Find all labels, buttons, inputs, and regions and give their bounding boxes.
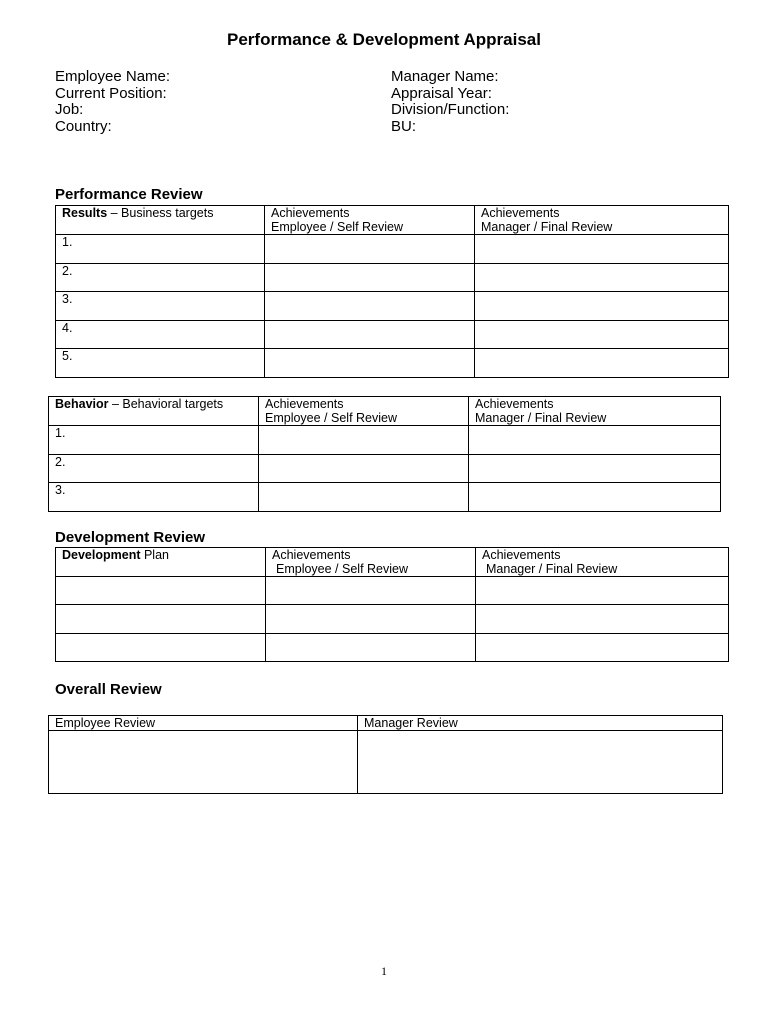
page-number: 1 <box>381 964 387 978</box>
employee-info-right <box>391 69 509 135</box>
performance-review-heading: Performance Review <box>55 186 203 203</box>
manager-review-cell[interactable] <box>358 731 723 794</box>
employee-review-cell[interactable] <box>265 235 475 264</box>
achievements-label: Achievements <box>272 548 351 562</box>
table-row <box>49 426 721 455</box>
behavior-label: Behavior <box>55 397 109 411</box>
table-row <box>56 577 729 605</box>
appraisal-year-label: Appraisal Year: <box>391 84 492 102</box>
country-label: Country: <box>55 117 112 135</box>
development-plan-header <box>56 548 266 577</box>
employee-review-cell[interactable] <box>265 349 475 378</box>
manager-review-cell[interactable] <box>469 426 721 455</box>
development-label: Development <box>62 548 141 562</box>
behavioral-targets-label: – Behavioral targets <box>108 397 224 411</box>
results-label: Results <box>62 206 108 220</box>
manager-review-cell[interactable] <box>476 605 729 634</box>
row-number: 1. <box>49 426 259 455</box>
row-number: 2. <box>56 264 265 292</box>
manager-review-cell[interactable] <box>475 349 729 378</box>
development-plan-cell[interactable] <box>56 634 266 662</box>
table-row <box>56 292 729 321</box>
behavior-table <box>48 396 721 512</box>
table-row <box>56 264 729 292</box>
table-row <box>56 605 729 634</box>
development-header-row <box>56 548 729 577</box>
results-header-cell <box>56 206 265 235</box>
behavior-header-row <box>49 397 721 426</box>
employee-review-header: Employee Review <box>49 716 358 731</box>
overall-review-heading: Overall Review <box>55 681 162 698</box>
behavior-header-cell <box>49 397 259 426</box>
employee-review-cell[interactable] <box>265 264 475 292</box>
row-number: 3. <box>56 292 265 321</box>
table-row <box>56 634 729 662</box>
table-row <box>49 483 721 512</box>
table-row <box>56 321 729 349</box>
row-number: 5. <box>56 349 265 378</box>
job-label: Job: <box>55 101 84 118</box>
manager-review-header: Manager Review <box>358 716 723 731</box>
employee-achievements-header <box>265 206 475 235</box>
achievements-label: Achievements <box>475 397 554 411</box>
employee-review-cell[interactable] <box>49 731 358 794</box>
manager-review-cell[interactable] <box>475 321 729 349</box>
overall-review-table <box>48 715 723 794</box>
achievements-label: Achievements <box>271 206 350 220</box>
table-row <box>49 731 723 794</box>
development-review-heading: Development Review <box>55 529 206 546</box>
results-header-row <box>56 206 729 235</box>
development-table <box>55 547 729 662</box>
employee-name-label: Employee Name: <box>55 68 171 85</box>
overall-header-row <box>49 716 723 731</box>
manager-achievements-header <box>475 206 729 235</box>
manager-review-cell[interactable] <box>469 483 721 512</box>
manager-review-cell[interactable] <box>476 634 729 662</box>
row-number: 2. <box>49 455 259 483</box>
employee-review-cell[interactable] <box>259 426 469 455</box>
achievements-label: Achievements <box>481 206 560 220</box>
table-row <box>56 235 729 264</box>
results-table <box>55 205 729 378</box>
manager-achievements-header <box>469 397 721 426</box>
table-row <box>49 455 721 483</box>
row-number: 3. <box>49 483 259 512</box>
employee-review-cell[interactable] <box>266 634 476 662</box>
row-number: 1. <box>56 235 265 264</box>
employee-self-review-label: Employee / Self Review <box>271 220 404 234</box>
manager-review-cell[interactable] <box>469 455 721 483</box>
employee-achievements-header <box>259 397 469 426</box>
page-title: Performance & Development Appraisal <box>227 30 541 49</box>
manager-name-label: Manager Name: <box>391 68 499 85</box>
employee-achievements-header <box>266 548 476 577</box>
row-number: 4. <box>56 321 265 349</box>
business-targets-label: – Business targets <box>107 206 214 220</box>
manager-review-cell[interactable] <box>475 292 729 321</box>
manager-review-cell[interactable] <box>475 264 729 292</box>
current-position-label: Current Position: <box>55 84 167 102</box>
plan-label: Plan <box>140 548 169 562</box>
manager-final-review-label: Manager / Final Review <box>481 220 613 234</box>
manager-review-cell[interactable] <box>475 235 729 264</box>
development-plan-cell[interactable] <box>56 577 266 605</box>
development-plan-cell[interactable] <box>56 605 266 634</box>
employee-review-cell[interactable] <box>265 292 475 321</box>
employee-review-cell[interactable] <box>266 577 476 605</box>
division-function-label: Division/Function: <box>391 101 510 118</box>
achievements-label: Achievements <box>482 548 561 562</box>
employee-info-left <box>55 69 170 135</box>
table-row <box>56 349 729 378</box>
employee-review-cell[interactable] <box>259 455 469 483</box>
employee-review-cell[interactable] <box>265 321 475 349</box>
employee-self-review-label: Employee / Self Review <box>265 411 398 425</box>
manager-final-review-label: Manager / Final Review <box>475 411 607 425</box>
employee-review-cell[interactable] <box>266 605 476 634</box>
manager-final-review-label: Manager / Final Review <box>486 562 618 576</box>
manager-achievements-header <box>476 548 729 577</box>
employee-self-review-label: Employee / Self Review <box>276 562 409 576</box>
bu-label: BU: <box>391 117 417 135</box>
employee-review-cell[interactable] <box>259 483 469 512</box>
manager-review-cell[interactable] <box>476 577 729 605</box>
achievements-label: Achievements <box>265 397 344 411</box>
